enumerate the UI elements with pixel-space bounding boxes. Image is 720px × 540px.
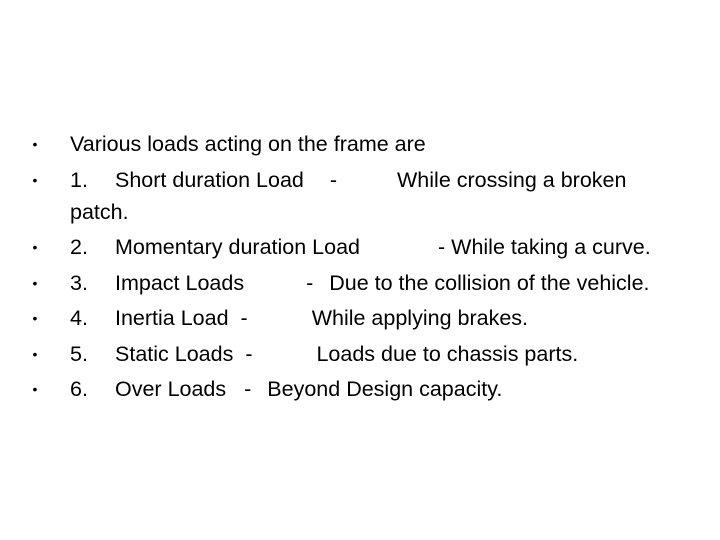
item-description: Beyond Design capacity. (267, 377, 503, 401)
item-number: 1. (70, 167, 88, 192)
bullet-dot-icon: • (32, 239, 38, 255)
bullet-item-1 (26, 164, 686, 228)
item-description: Due to the collision of the vehicle. (329, 270, 650, 295)
item-description: While taking a curve. (451, 235, 651, 259)
item-label: Impact Loads (115, 270, 245, 295)
bullet-dot-icon: • (32, 136, 38, 152)
intro-text: Various loads acting on the frame are (70, 132, 426, 156)
bullet-item-2 (26, 231, 686, 263)
item-separator: - (240, 306, 248, 330)
item-description: While applying brakes. (311, 306, 529, 330)
bullet-item-5 (26, 338, 686, 370)
bullet-item-3 (26, 267, 686, 299)
bullet-dot-icon: • (32, 345, 38, 362)
item-separator: - (306, 270, 314, 295)
bullet-item-intro (26, 128, 686, 160)
item-label: Momentary duration Load (115, 235, 361, 259)
item-separator: - (329, 167, 338, 192)
bullet-list (26, 128, 686, 409)
item-label: Inertia Load (115, 306, 229, 330)
item-separator: - (245, 341, 253, 366)
item-label: Short duration Load (115, 167, 304, 192)
item-number: 2. (70, 235, 88, 259)
item-label: Over Loads (115, 377, 227, 401)
item-number: 6. (70, 377, 88, 401)
item-separator: - (438, 235, 446, 259)
item-description: Loads due to chassis parts. (316, 341, 579, 366)
item-separator: - (244, 377, 252, 401)
item-number: 3. (70, 270, 88, 295)
item-label: Static Loads (115, 341, 234, 366)
item-description: While crossing a broken patch. (70, 167, 627, 224)
bullet-dot-icon: • (32, 171, 38, 188)
item-number: 4. (70, 306, 88, 330)
bullet-dot-icon: • (32, 274, 38, 291)
bullet-item-4 (26, 302, 686, 334)
bullet-dot-icon: • (32, 310, 38, 326)
item-number: 5. (70, 341, 88, 366)
bullet-dot-icon: • (32, 381, 38, 397)
bullet-item-6 (26, 373, 686, 405)
